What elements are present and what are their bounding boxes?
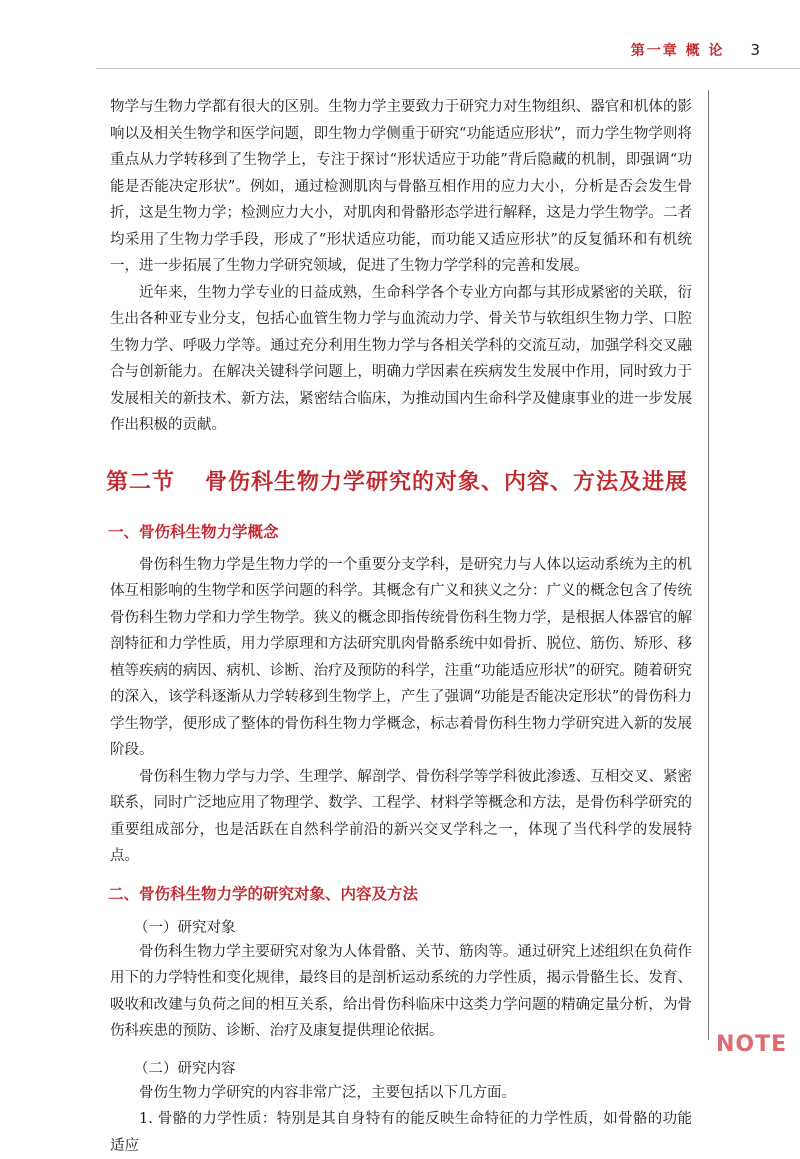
margin-rule [708,90,709,1040]
paragraph: 近年来，生物力学专业的日益成熟，生命科学各个专业方向都与其形成紧密的关联，衍生出各种亚专业分支，包括心血管生物力学与血流动力学、骨关节与软组织生物力学、口腔生物力学、呼吸力学等。通过充分利用生物力学与各相关学科的交流互动，加强学科交叉融合与创新能力。在解决关键科学问题上，明确力学因素在疾病发生发展中作用，同时致力于发展相关的新技术、新方法，紧密结合临床，为推动国内生命科学及健康事业的进一步发展作出积极的贡献。 [110,284,692,433]
header-rule [96,68,800,69]
note-margin-label: NOTE [716,1032,788,1057]
sub-subsection-heading: （一）研究对象 [134,919,236,936]
page-number: 3 [750,41,760,59]
section-heading [106,465,692,496]
running-header [631,40,760,60]
subsection-heading: 二、骨伤科生物力学的研究对象、内容及方法 [108,884,419,903]
sub-subsection-heading: （二）研究内容 [134,1060,236,1077]
section-number: 第二节 [106,468,176,495]
page-content [106,94,692,1159]
paragraph: 骨伤生物力学研究的内容非常广泛，主要包括以下几方面。 [139,1084,516,1101]
subsection-heading: 一、骨伤科生物力学概念 [108,522,279,541]
paragraph: 骨伤科生物力学与力学、生理学、解剖学、骨伤科学等学科彼此渗透、互相交叉、紧密联系，同时广泛地应用了物理学、数学、工程学、材料学等概念和方法，是骨伤科学研究的重要组成部分，也是活跃在自然科学前沿的新兴交叉学科之一，体现了当代科学的发展特点。 [110,768,692,864]
section-title-text: 骨伤科生物力学研究的对象、内容、方法及进展 [205,468,689,495]
paragraph: 骨伤科生物力学主要研究对象为人体骨骼、关节、筋肉等。通过研究上述组织在负荷作用下的力学特性和变化规律，最终目的是剖析运动系统的力学性质，揭示骨骼生长、发育、吸收和改建与负荷之间的相互关系，给出骨伤科临床中这类力学问题的精确定量分析，为骨伤科疾患的预防、诊断、治疗及康复提供理论依据。 [110,943,692,1039]
paragraph: 1. 骨骼的力学性质：特别是其自身特有的能反映生命特征的力学性质，如骨骼的功能适应 [110,1111,692,1154]
paragraph: 物学与生物力学都有很大的区别。生物力学主要致力于研究力对生物组织、器官和机体的影响以及相关生物学和医学问题，即生物力学侧重于研究“功能适应形状”，而力学生物学则将重点从力学转移到了生物学上，专注于探讨“形状适应于功能”背后隐藏的机制，即强调“功能是否能决定形状”。例如，通过检测肌肉与骨骼互相作用的应力大小，分析是否会发生骨折，这是生物力学；检测应力大小，对肌肉和骨骼形态学进行解释，这是力学生物学。二者均采用了生物力学手段，形成了“形状适应功能，而功能又适应形状”的反复循环和有机统一，进一步拓展了生物力学研究领域，促进了生物力学学科的完善和发展。 [110,99,692,274]
chapter-title: 第一章 概 论 [630,43,725,59]
paragraph: 骨伤科生物力学是生物力学的一个重要分支学科，是研究力与人体以运动系统为主的机体互相影响的生物学和医学问题的科学。其概念有广义和狭义之分：广义的概念包含了传统骨伤科生物力学和力学生物学。狭义的概念即指传统骨伤科生物力学，是根据人体器官的解剖特征和力学性质，用力学原理和方法研究肌肉骨骼系统中如骨折、脱位、筋伤、矫形、移植等疾病的病因、病机、诊断、治疗及预防的科学，注重“功能适应形状”的研究。随着研究的深入，该学科逐渐从力学转移到生物学上，产生了强调“功能是否能决定形状”的骨伤科力学生物学，便形成了整体的骨伤科生物力学概念，标志着骨伤科生物力学研究进入新的发展阶段。 [110,556,692,758]
